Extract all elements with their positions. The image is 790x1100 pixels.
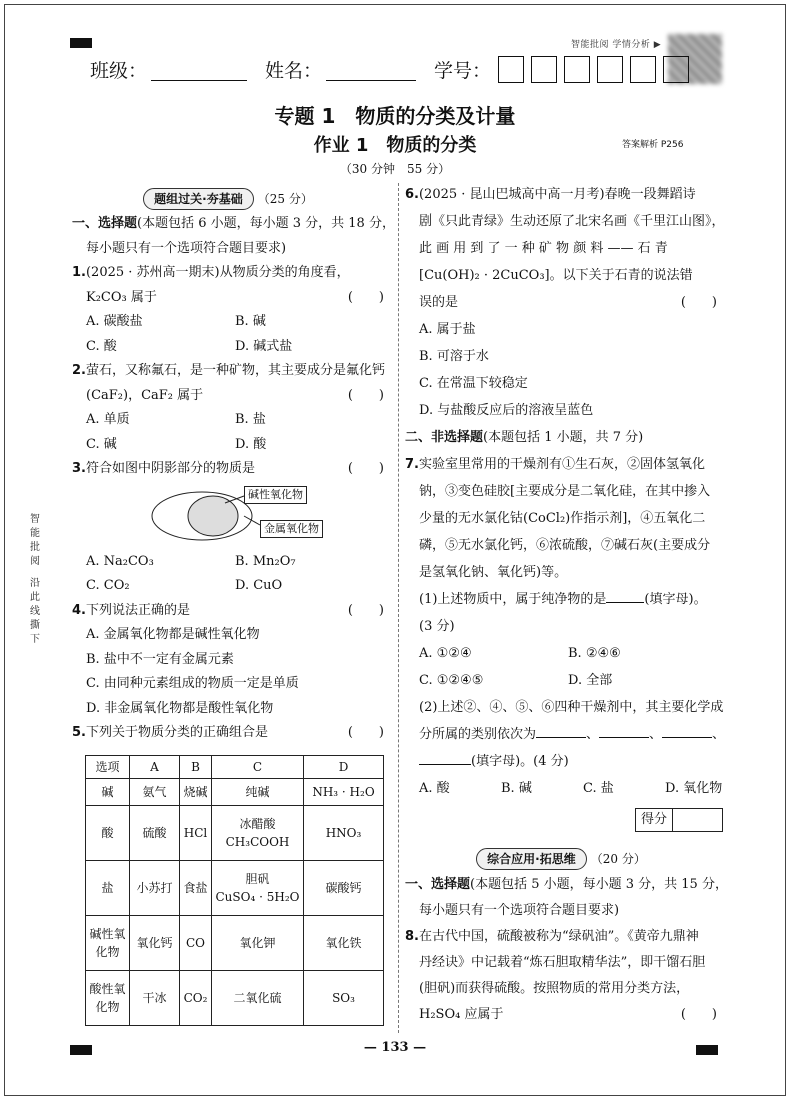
option: D. 碱式盐	[235, 338, 293, 354]
name-field[interactable]	[326, 63, 416, 81]
smart-grading-label: 智能批阅 学情分析 ▶	[571, 40, 662, 50]
question-6: 6.(2025 · 昆山巴城高中高一月考)春晚一段舞蹈诗	[405, 187, 696, 202]
answer-blank[interactable]	[662, 724, 712, 738]
student-id-box[interactable]	[531, 56, 557, 83]
left-column: 题组过关·夯基础 （25 分） 一、选择题(本题包括 6 小题，每小题 3 分，共 18 分， 每小题只有一个选项符合题目要求) 1.(2025 · 苏州高一期末)从物质分类的角度看， K₂CO₃ 属于 ( ) A. 碳酸盐 B. 碱 C. 酸 D. 碱式盐 2.萤石，又称氟石，是一种矿物，其主要成分是氟化钙 (CaF₂)，CaF₂ 属于 ( ) A. 单质 B. 盐 C. 碱 D. 酸 3.符合如图中阴影部分的物质是 ( ) 碱性氧化物 金属氧化物 A. Na₂CO₃ B. Mn₂O₇ C. CO₂ D. CuO 4.下列说法正确的是 ( ) A. 金属氧化物都是碱性氧化物 B. 盐中不一定有金属元素 C. 由同种元素组成的物质一定是单质 D. 非金属氧化物都是酸性氧化物 5.下列关于物质分类的正确组合是 ( )	[72, 186, 384, 746]
topic-title: 专题 1 物质的分类及计量	[274, 104, 516, 128]
right-column-lower: 综合应用·拓思维 （20 分） 一、选择题(本题包括 5 小题，每小题 3 分，共 15 分， 每小题只有一个选项符合题目要求) 8.在古代中国，硫酸被称为“绿矾油”。《黄帝九鼎神 丹经诀》中记载着“炼石胆取精华法”，即干馏石胆 (胆矾)而获得硫酸。按照物质的常用分类方法， H₂SO₄ 应属于 ( )	[405, 846, 717, 1028]
table-row: 盐 小苏打 食盐 胆矾 CuSO₄ · 5H₂O 碳酸钙	[86, 861, 384, 916]
tear-line-note: 智 能 批 阅 沿 此 线 撕 下	[30, 514, 40, 645]
registration-mark	[70, 38, 92, 48]
option: C. 酸	[86, 338, 117, 354]
score-box[interactable]: 得分	[635, 808, 723, 832]
question-1: 1.(2025 · 苏州高一期末)从物质分类的角度看，	[72, 265, 350, 280]
answer-reference: 答案解析 P256	[622, 140, 684, 150]
table-header: 选项 A B C D	[86, 756, 384, 779]
class-field[interactable]	[151, 63, 247, 81]
student-id-box[interactable]	[663, 56, 689, 83]
time-score: （30 分钟 55 分）	[339, 162, 451, 176]
question-5: 5.下列关于物质分类的正确组合是 ( )	[72, 725, 384, 740]
option: B. 碱	[235, 314, 266, 329]
page-number: — 133 —	[363, 1040, 427, 1055]
answer-blank[interactable]	[419, 751, 471, 765]
answer-blank[interactable]	[606, 589, 644, 603]
homework-title: 作业 1 物质的分类	[313, 135, 477, 156]
venn-label-metal-oxide: 金属氧化物	[260, 520, 323, 538]
option: A. 碳酸盐	[86, 314, 143, 329]
venn-label-basic-oxide: 碱性氧化物	[244, 486, 307, 504]
student-id-box[interactable]	[564, 56, 590, 83]
section-header: 综合应用·拓思维 （20 分）	[405, 846, 717, 872]
question-3: 3.符合如图中阴影部分的物质是 ( )	[72, 461, 384, 476]
right-column: 6.(2025 · 昆山巴城高中高一月考)春晚一段舞蹈诗 剧《只此青绿》生动还原了北宋名画《千里江山图》， 此 画 用 到 了 一 种 矿 物 颜 料 —— 石 青 [Cu(OH)₂ · 2CuCO₃]。以下关于石青的说法错 误的是 ( ) A. 属于盐 B. 可溶于水 C. 在常温下较稳定 D. 与盐酸反应后的溶液呈蓝色 二、非选择题(本题包括 1 小题，共 7 分) 7.实验室里常用的干燥剂有①生石灰，②固体氢氧化 钠，③变色硅胶[主要成分是二氧化硅，在其中掺入 少量的无水氯化钴(CoCl₂)作指示剂]，④五氧化二 磷，⑤无水氯化钙，⑥浓硫酸，⑦碱石灰(主要成分 是氢氧化钠、氧化钙)等。 (1)上述物质中，属于纯净物的是 (填字母)。 (3 分) A. ①②④ B. ②④⑥ C. ①②④⑤ D. 全部 (2)上述②、④、⑤、⑥四种干燥剂中，其主要化学成 分所属的类别依次为 、 、 、 (填字母)。(4 分) A. 酸 B. 碱 C. 盐 D. 氧化物	[405, 181, 717, 802]
table-row: 酸性氧 化物 干冰 CO₂ 二氧化硫 SO₃	[86, 971, 384, 1026]
table-row: 酸 硫酸 HCl 冰醋酸 CH₃COOH HNO₃	[86, 806, 384, 861]
name-label: 姓名：	[265, 60, 323, 82]
student-info-row	[90, 56, 689, 83]
answer-blank[interactable]	[599, 724, 649, 738]
question-8: 8.在古代中国，硫酸被称为“绿矾油”。《黄帝九鼎神	[405, 929, 699, 944]
student-id-label: 学号：	[434, 60, 492, 82]
student-id-box[interactable]	[597, 56, 623, 83]
question-2: 2.萤石，又称氟石，是一种矿物，其主要成分是氟化钙	[72, 363, 385, 378]
venn-diagram	[72, 482, 384, 550]
table-row: 碱性氧 化物 氧化钙 CO 氧化钾 氧化铁	[86, 916, 384, 971]
student-id-box[interactable]	[498, 56, 524, 83]
question-4: 4.下列说法正确的是 ( )	[72, 602, 384, 618]
student-id-box[interactable]	[630, 56, 656, 83]
section-badge: 综合应用·拓思维	[476, 848, 587, 870]
answer-blank[interactable]	[536, 724, 586, 738]
question-7: 7.实验室里常用的干燥剂有①生石灰，②固体氢氧化	[405, 457, 705, 472]
section-header: 题组过关·夯基础 （25 分）	[72, 186, 384, 212]
table-row: 碱 氨气 烧碱 纯碱 NH₃ · H₂O	[86, 779, 384, 806]
classification-table	[85, 755, 384, 1026]
class-label: 班级：	[90, 60, 148, 82]
section-badge: 题组过关·夯基础	[143, 188, 254, 210]
column-divider	[398, 183, 399, 1033]
